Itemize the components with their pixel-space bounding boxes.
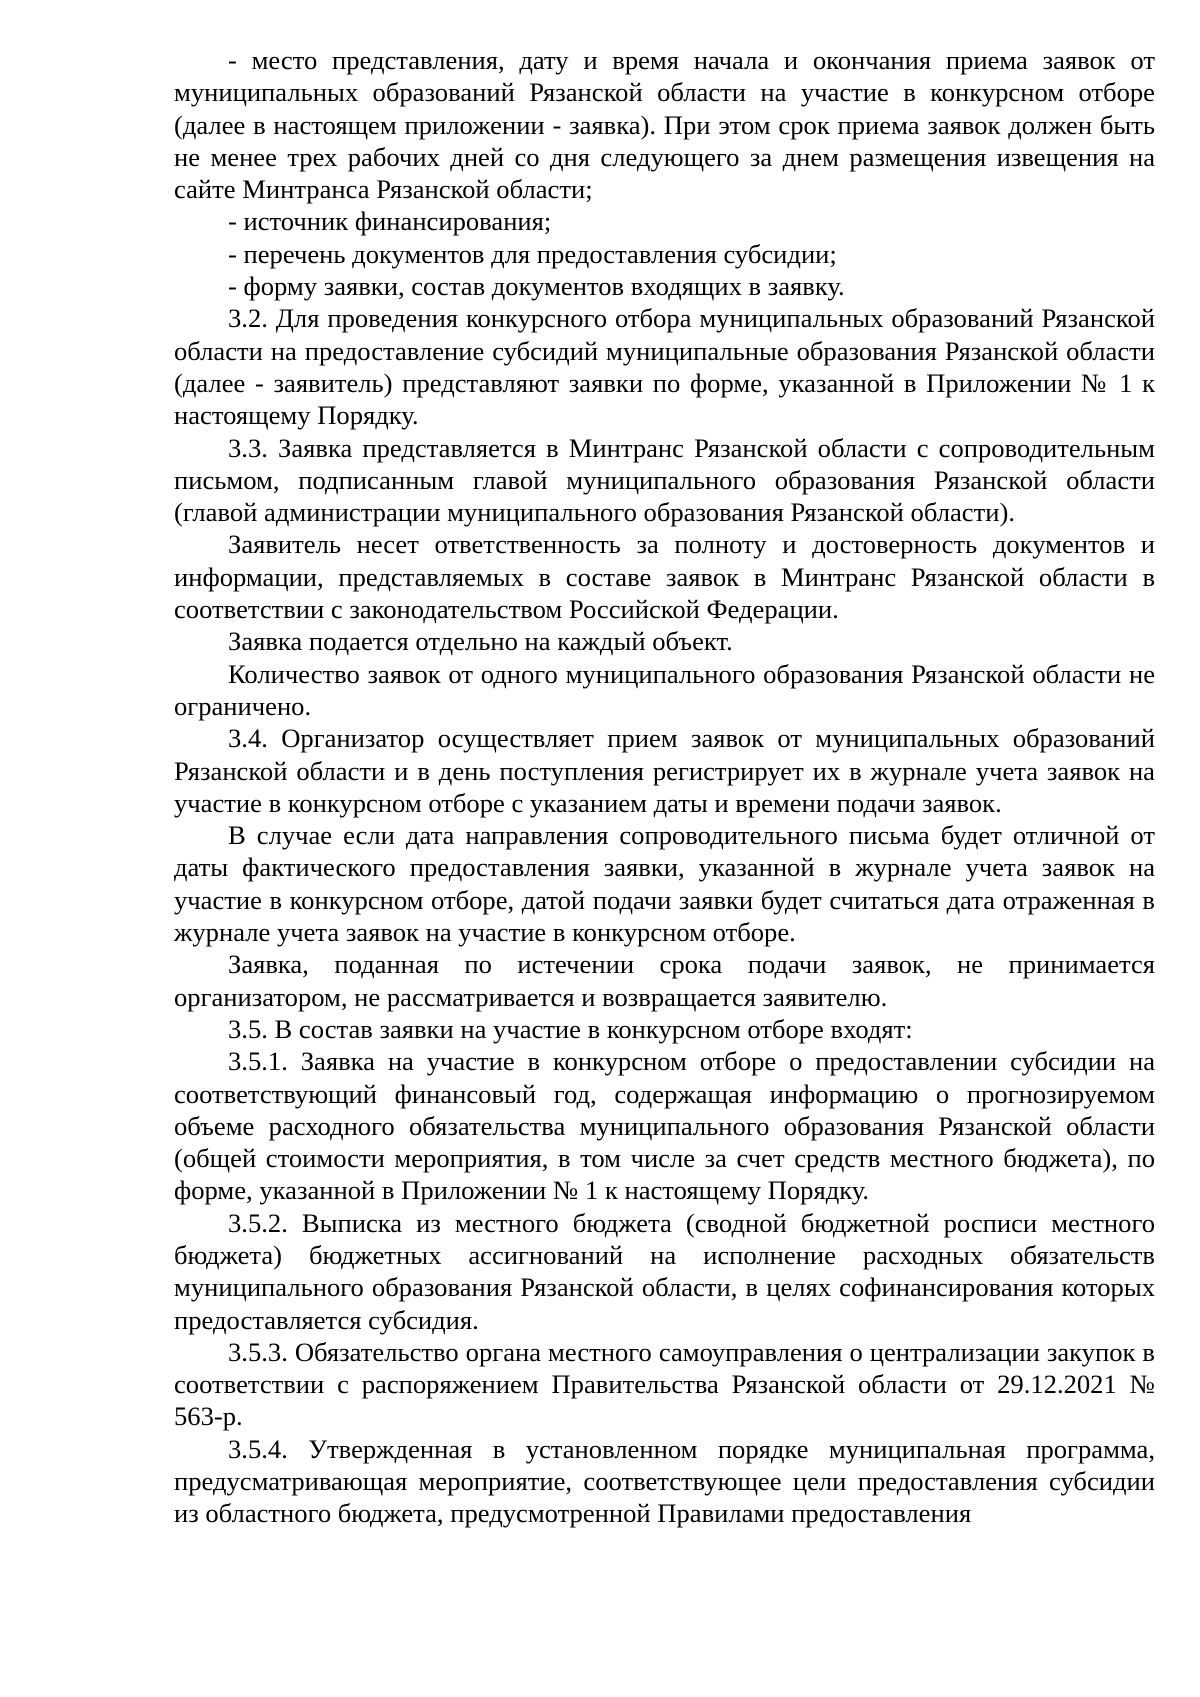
paragraph-3-5-1: 3.5.1. Заявка на участие в конкурсном отборе о предоставлении субсидии на соответствующий финансовый год, содержащая информацию о прогнозируемом объеме расходного обязательства муниципального образования Рязанской области (общей стоимости мероприятия, в том числе за счет средств местного бюджета), по форме, указанной в Приложении № 1 к настоящему Порядку. (174, 1046, 1155, 1206)
paragraph-announcement-place-and-time: - место представления, дату и время начала и окончания приема заявок от муниципальных образований Рязанской области на участие в конкурсном отборе (далее в настоящем приложении - заявка). При этом срок приема заявок должен быть не менее трех рабочих дней со дня следующего за днем размещения извещения на сайте Минтранса Рязанской области; (174, 45, 1155, 205)
paragraph-3-5-2: 3.5.2. Выписка из местного бюджета (сводной бюджетной росписи местного бюджета) бюджетных ассигнований на исполнение расходных обязательств муниципального образования Рязанской области, в целях софинансирования которых предоставляется субсидия. (174, 1207, 1155, 1335)
paragraph-applicant-responsibility: Заявитель несет ответственность за полноту и достоверность документов и информации, представляемых в составе заявок в Минтранс Рязанской области в соответствии с законодательством Российской Федерации. (174, 529, 1155, 625)
paragraph-funding-source: - источник финансирования; (228, 206, 552, 237)
paragraph-3-5-3: 3.5.3. Обязательство органа местного самоуправления о централизации закупок в соответствии с распоряжением Правительства Рязанской области от 29.12.2021 № 563-р. (174, 1336, 1155, 1432)
paragraph-3-4: 3.4. Организатор осуществляет прием заявок от муниципальных образований Рязанской области и в день поступления регистрирует их в журнале учета заявок на участие в конкурсном отборе с указанием даты и времени подачи заявок. (174, 723, 1155, 818)
paragraph-3-2: 3.2. Для проведения конкурсного отбора муниципальных образований Рязанской области на предоставление субсидий муниципальные образования Рязанской области (далее - заявитель) представляют заявки по форме, указанной в Приложении № 1 к настоящему Порядку. (174, 303, 1155, 431)
document-page (174, 44, 1155, 1530)
paragraph-documents-list: - перечень документов для предоставления субсидии; (228, 238, 837, 269)
paragraph-late-applications: Заявка, поданная по истечении срока подачи заявок, не принимается организатором, не рассматривается и возвращается заявителю. (174, 949, 1155, 1012)
paragraph-unlimited-applications: Количество заявок от одного муниципального образования Рязанской области не ограничено. (174, 658, 1155, 721)
paragraph-per-object: Заявка подается отдельно на каждый объект. (228, 626, 733, 657)
paragraph-3-5: 3.5. В состав заявки на участие в конкурсном отборе входят: (228, 1013, 913, 1044)
paragraph-submission-date: В случае если дата направления сопроводительного письма будет отличной от даты фактического предоставления заявки, указанной в журнале учета заявок на участие в конкурсном отборе, датой подачи заявки будет считаться дата отраженная в журнале учета заявок на участие в конкурсном отборе. (174, 820, 1155, 948)
paragraph-3-5-4: 3.5.4. Утвержденная в установленном порядке муниципальная программа, предусматривающая мероприятие, соответствующее цели предоставления субсидии из областного бюджета, предусмотренной Правилами предоставления (174, 1433, 1155, 1529)
paragraph-3-3: 3.3. Заявка представляется в Минтранс Рязанской области с сопроводительным письмом, подписанным главой муниципального образования Рязанской области (главой администрации муниципального образования Рязанской области). (174, 432, 1155, 528)
paragraph-application-form: - форму заявки, состав документов входящих в заявку. (228, 271, 845, 302)
